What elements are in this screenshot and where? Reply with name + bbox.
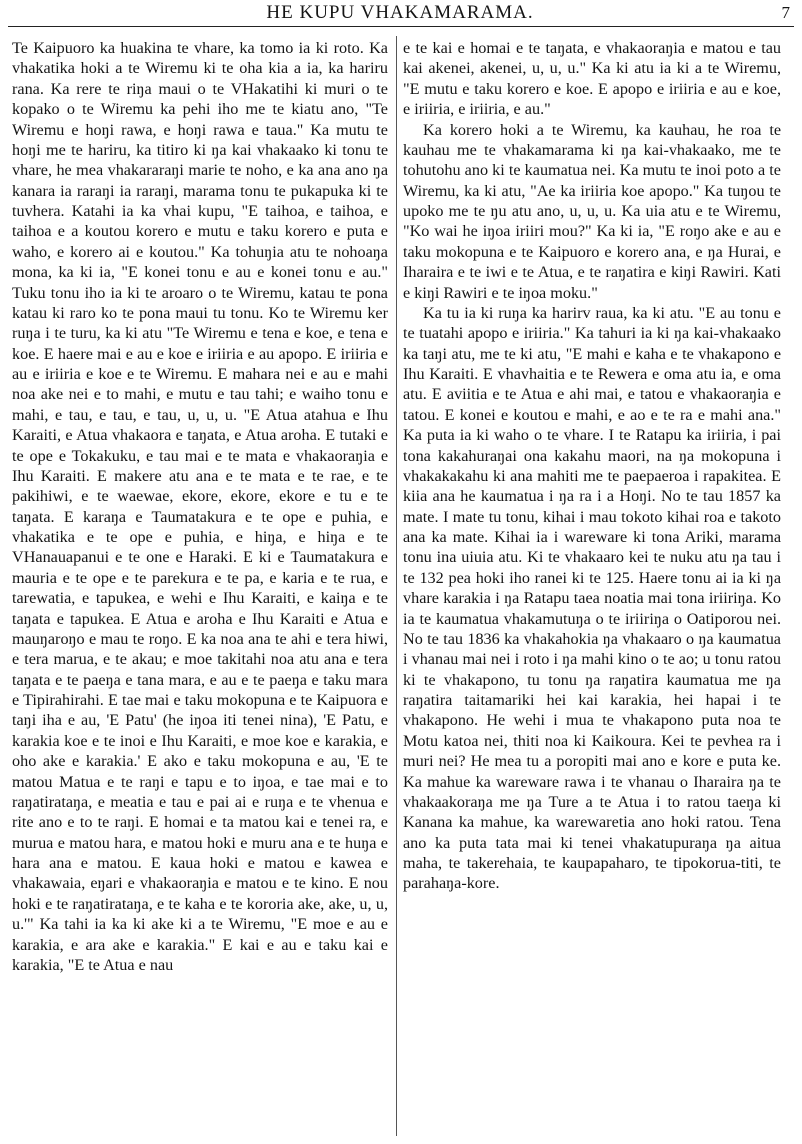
right-column: [403, 38, 781, 1144]
page-number: 7: [781, 3, 790, 22]
left-column: [12, 38, 388, 1144]
paragraph: e te kai e homai e te taŋata, e vhakaoraŋia e matou e tau kai akenei, akenei, u, u, u." Ka ki atu ia ki a te Wiremu, "E mutu e taku korero e koe. E apopo e iriiria e au e koe, e iriiria, e iriiria, e au.": [403, 39, 781, 119]
column-divider: [396, 36, 397, 1136]
running-title: HE KUPU VHAKAMARAMA.: [266, 2, 534, 23]
page-header: [10, 2, 790, 26]
paragraph: Ka tu ia ki ruŋa ka harirv raua, ka ki atu. "E au tonu e te tuatahi apopo e iriiria." Ka tahuri ia ki ŋa kai-vhakaako ka taŋi atu, me te ki atu, "E mahi e kaha e te vhakapono e Ihu Karaiti. E vhavhaitia e te Rewera e oma atu ia, e oma atu. E aviitia e te Atua e ahi mai, e tatou e vhakaoraŋia e tatou. E konei e koutou e mahi, e ao e te ra e mahi ana." Ka puta ia ki waho o te vhare. I te Ratapu ka iriiria, i pai tona kakahuraŋai ona kakahu maori, na ŋa mokopuna i vhakakakahu ki ana mahiti me te paepaeroa i rapakitea. E kiia ana he kaumatua i ŋa ra i a Hoŋi. No te tau 1857 ka mate. I mate tu tonu, kihai i mau tokoto kihai roa e takoto ana ka mate. Kihai ia i wareware ki tona Ariki, marama tonu ina uiuia atu. Ki te vhakaaro kei te nuku atu ŋa tau i te 132 pea hoki iho ranei ki te 125. Haere tonu ai ia ki ŋa vhare karakia i ŋa Ratapu taea noatia mai tona iriiriŋa. Ko ia te kaumatua vhakamutuŋa o te iriiriŋa o Oatiporou nei. No te tau 1836 ka vhakahokia ŋa vhakaaro o ŋa kaumatua i vhanau mai nei i roto i ŋa mahi kino o te ao; u tonu ratou ki te vhakapono, tu tonu ŋa raŋatira kaumatua me ŋa raŋatira taitamariki hei kai karakia, hei hapai i te vhakapono. He wehi i mua te vhakapono puta noa te Motu katoa nei, thiti noa ki Kaikoura. Kei te pevhea ra i muri nei? He mea tu a poropiti mai ano e kore e puta ke. Ka mahue ka wareware rawa i te vhanau o Iharaira ŋa te vhakaakoraŋa me ŋa Ture a te Atua i to ratou taeŋa ki Kanana ka mahue, ka warewaretia ano hoki ratou. Tena ano ka puta tata mai ki tenei vhakatupuraŋa ŋa aitua maha, te takerehaia, te kaupapaharo, te tipokorua-titi, te parahaŋa-kore.: [403, 303, 781, 893]
header-rule: [8, 26, 794, 27]
paragraph: Ka korero hoki a te Wiremu, ka kauhau, he roa te kauhau me te vhakamarama ki ŋa kai-vhakaako, me te tohutohu ano ki te kaumatua nei. Ka mutu te inoi poto a te Wiremu, ka ki atu, "Ae ka iriiria koe apopo." Ka tuŋou te upoko me te ŋu atu ano, u, u, u. Ka uia atu e te Wiremu, "Ko wai he iŋoa iriiri mou?" Ka ki ia, "E roŋo ake e au e taku mokopuna e te Kaipuoro e korero ana, e ŋa Hurai, e Iharaira e te iwi e te Atua, e te raŋatira e kiŋi Rawiri. Kati e kiŋi Rawiri e te iŋoa moku.": [403, 120, 781, 302]
paragraph: Te Kaipuoro ka huakina te vhare, ka tomo ia ki roto. Ka vhakatika hoki a te Wiremu ki te oha kia a ia, ka hariru rana. Ka rere te riŋa maui o te VHakatihi ki muri o te kopako o te Wiremu ka pehi iho me te kiatu ano, "Te Wiremu e hoŋi rawa, e hoŋi rawa e taua." Ka mutu te hoŋi me te hariru, ka titiro ki ŋa kai vhakaako ki tonu te vhare, he mea vhakararaŋi marie te noho, e ka ana ano ŋa kanara ia raraŋi ia raraŋi, marama tonu te pukapuka ki te tuvhera. Katahi ia ka vhai kupu, "E taihoa, e taihoa, e taihoa e a koutou korero e mutu e taku korero e puta e waho, e korero ai e koutou." Ka tohuŋia atu te nohoaŋa mona, ka ki ia, "E konei tonu e au e konei tonu e au." Tuku tonu iho ia ki te aroaro o te Wiremu, katau te pona katau ki raro ko te pona maui tu tonu. Ko te Wiremu ker ruŋa i te turu, ka ki atu "Te Wiremu e tena e koe, e tena e koe. E haere mai e au e koe e iriiria e au apopo. E iriiria e au e iriiria e koe e te Wiremu. E mahara nei e au e mahi noa ake nei e to mahi, e mutu e tau tahi; e waiho tonu e mahi, e tau, e tau, e tau, u, u, u. "E Atua atahua e Ihu Karaiti, e Atua vhakaora e taŋata, e Atua aroha. E tutaki e te ope e Tokakuku, e tau mai e te mata e vhakaoraŋia e Ihu Karaiti. E makere atu ana e te mata e te rae, e te pakihiwi, e te waewae, ekore, ekore, ekore e tu e te taŋata. E karaŋa e Taumatakura e te ope e puhia, e vhakatika e te ope e puhia, e hiŋa, e hiŋa e te VHanauapanui e te one e Haraki. E ki e Taumatakura e mauria e te ope e te parekura e te pa, e karia e te rua, e tarewatia, e tapukea, e wehi e Ihu Karaiti, e kaiŋa e te taŋata e tapukea. E Atua e aroha e Ihu Karaiti e Atua e mauŋaroŋo e mau te roŋo. E ka noa ana te ahi e tera hiwi, e tera marua, e te akau; e moe takitahi noa atu ana e tera taŋata e te paeŋa e tana mara, e au e te paeŋa e taku mara e Tipirahirahi. E tae mai e taku mokopuna e te Kaipuora e taŋi iha e au, 'E Patu' (he iŋoa iti tenei nina), 'E Patu, e karakia koe e te inoi e Ihu Karaiti, e moe koe e karakia, e oho ake e karakia.' E ako e taku mokopuna e au, 'E te matou Matua e te raŋi e tapu e to iŋoa, e tae mai e to raŋatirataŋa, e meatia e tau e pai ai e ruŋa e te vhenua e rite ano e to te raŋi. E homai e ta matou kai e tenei ra, e murua e matou hara, e matou hoki e muru ana e te huŋa e hara ana e matou. E kaua hoki e matou e kawea e vhakawaia, eŋari e vhakaoraŋia e matou e te kino. E nou hoki e te raŋatirataŋa, e te kaha e te kororia ake, ake, u, u, u.'" Ka tahi ia ka ki ake ki a te Wiremu, "E moe e au e karakia, e ara ake e karakia." E kai e au e taku kai e karakia, "E te Atua e nau: [12, 39, 388, 974]
